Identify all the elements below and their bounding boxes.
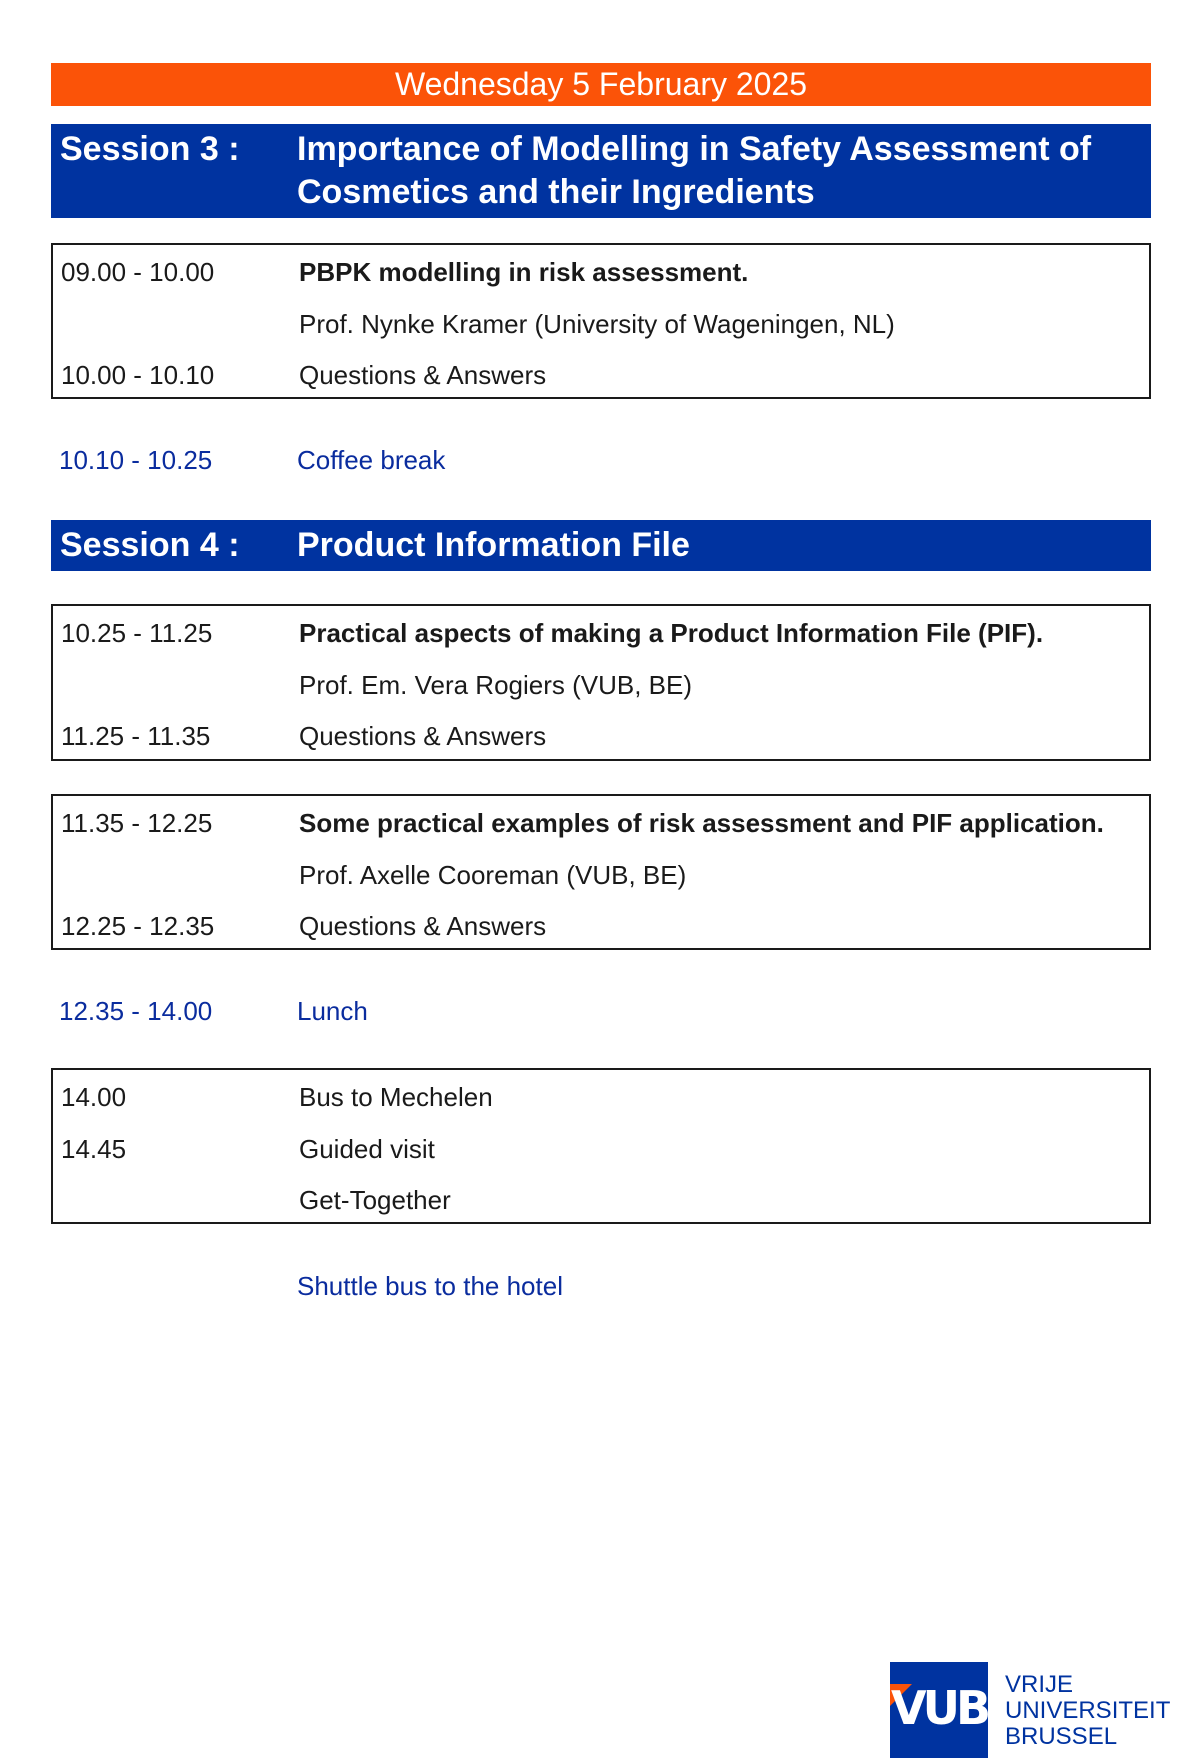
time-slot: 14.00 [61,1082,127,1112]
logo-line-1: VRIJE [1005,1671,1074,1698]
speaker: Prof. Axelle Cooreman (VUB, BE) [299,860,687,890]
logo-letters: VUB [890,1681,987,1735]
session-3-title-line2: Cosmetics and their Ingredients [297,173,815,211]
afternoon-program-box [51,1068,1151,1224]
time-slot: 10.00 - 10.10 [61,360,215,390]
session-3-title-line1: Importance of Modelling in Safety Assessment of [297,130,1092,168]
talk-title: Practical aspects of making a Product Information File (PIF). [299,618,1044,648]
vub-logo-mark [890,1662,988,1758]
logo-line-3: BRUSSEL [1005,1723,1118,1750]
vub-logo [890,1662,1171,1758]
time-slot: 10.25 - 11.25 [61,618,213,648]
time-slot: 14.45 [61,1134,127,1164]
date-banner: Wednesday 5 February 2025 [51,63,1151,106]
lunch-time: 12.35 - 14.00 [59,996,213,1026]
qa-label: Questions & Answers [299,911,547,941]
coffee-break-label: Coffee break [297,445,446,475]
session-3-label: Session 3 : [60,130,240,168]
session-4-title: Product Information File [297,526,690,564]
time-slot: 12.25 - 12.35 [61,911,215,941]
lunch-label: Lunch [297,996,368,1026]
coffee-break-time: 10.10 - 10.25 [59,445,213,475]
activity: Get-Together [299,1185,451,1215]
time-slot: 09.00 - 10.00 [61,257,215,287]
speaker: Prof. Nynke Kramer (University of Wageningen, NL) [299,309,895,339]
talk-title: PBPK modelling in risk assessment. [299,257,749,287]
time-slot: 11.25 - 11.35 [61,721,211,751]
activity: Bus to Mechelen [299,1082,493,1112]
logo-line-2: UNIVERSITEIT [1005,1697,1171,1724]
logo-wordmark [1005,1672,1170,1750]
shuttle-bus-note: Shuttle bus to the hotel [297,1271,563,1301]
session-4-label: Session 4 : [60,526,240,564]
session-3-program-box [51,243,1151,399]
session-3-title [297,128,1131,214]
activity: Guided visit [299,1134,435,1164]
qa-label: Questions & Answers [299,360,547,390]
time-slot: 11.35 - 12.25 [61,808,213,838]
session-4-block-1 [51,604,1151,761]
session-4-block-2 [51,794,1151,950]
talk-title: Some practical examples of risk assessment and PIF application. [299,808,1104,838]
qa-label: Questions & Answers [299,721,547,751]
session-4-header [51,520,1151,571]
speaker: Prof. Em. Vera Rogiers (VUB, BE) [299,670,693,700]
session-3-header [51,124,1151,218]
